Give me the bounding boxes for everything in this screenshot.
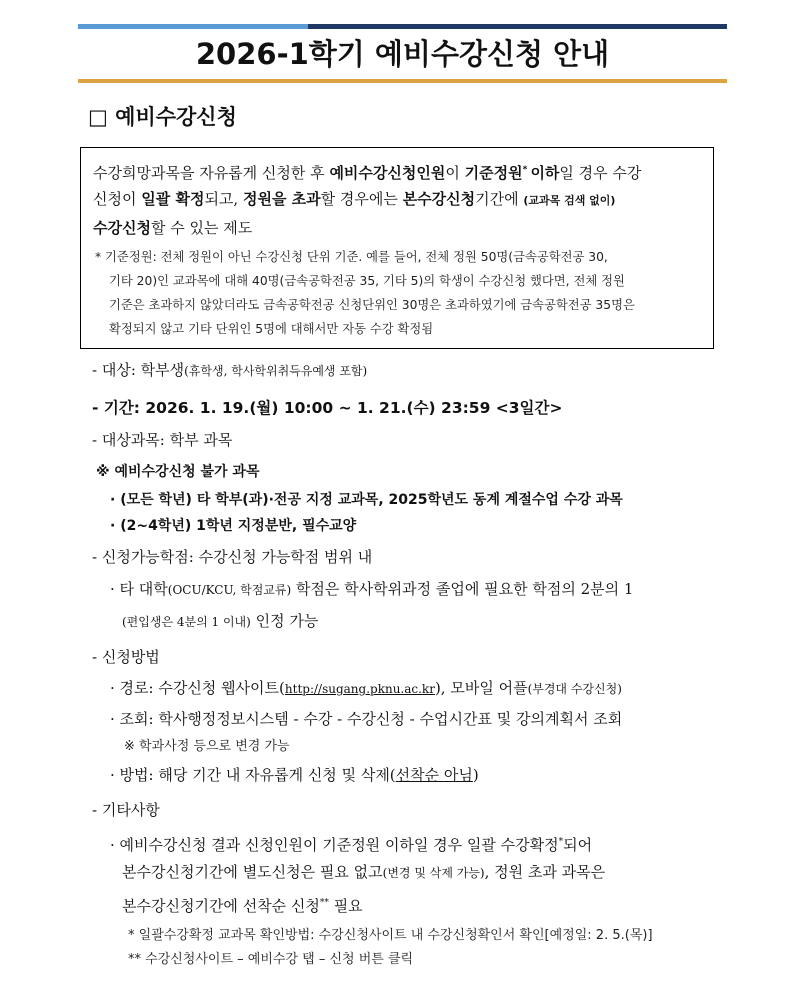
text-small: (부경대 수강신청) <box>527 682 622 696</box>
text-small: (휴학생, 학사학위취득유예생 포함) <box>184 364 368 378</box>
text: 기간에 <box>475 190 524 208</box>
text: 인정 가능 <box>250 612 319 630</box>
footnote-mark: * <box>558 837 564 847</box>
text: · 예비수강신청 결과 신청인원이 기준정원 이하일 경우 일괄 수강확정 <box>110 836 559 854</box>
box-line-1 <box>93 160 641 183</box>
text: 필요 <box>328 897 363 915</box>
text-small: (OCU/KCU, 학점교류) <box>167 583 292 597</box>
method-route <box>110 677 622 700</box>
text-underlined: 선착순 아님 <box>395 766 473 784</box>
etc-heading: - 기타사항 <box>92 801 160 819</box>
box-line-2 <box>93 189 615 211</box>
text-bold: 예비수강신청인원 <box>329 164 446 182</box>
text: 할 수 있는 제도 <box>150 219 253 237</box>
text: 신청이 <box>93 190 142 208</box>
text: 이 <box>445 164 465 182</box>
method-how <box>110 764 479 786</box>
text: · 타 대학 <box>110 580 168 598</box>
target-line <box>92 359 367 382</box>
etc-note-1: * 일괄수강확정 교과목 확인방법: 수강신청사이트 내 수강신청확인서 확인[예정일: 2. 5.(목)] <box>128 928 653 943</box>
text: - 대상: 학부생 <box>92 361 185 379</box>
text-bold: 이하 <box>530 164 560 182</box>
footnote-mark: * <box>522 165 531 175</box>
courses-line: - 대상과목: 학부 과목 <box>92 431 233 449</box>
text: , 정원 초과 과목은 <box>484 863 606 881</box>
excluded-heading: ※ 예비수강신청 불가 과목 <box>96 464 260 480</box>
credits-line-1 <box>110 578 633 601</box>
text-bold-small: (교과목 검색 없이) <box>523 194 616 207</box>
text: 본수강신청기간에 별도신청은 필요 없고 <box>122 863 383 881</box>
text: ), 모바일 어플 <box>434 679 528 697</box>
method-lookup: · 조회: 학사행정정보시스템 - 수강 - 수강신청 - 수업시간표 및 강의계획서 조회 <box>110 710 623 728</box>
box-footnote-2: 기타 20)인 교과목에 대해 40명(금속공학전공 35, 기타 5)의 학생이 수강신청 했다면, 전체 정원 <box>109 274 625 288</box>
etc-line-3 <box>122 892 363 917</box>
credits-line-2 <box>122 610 318 633</box>
section-heading: □ 예비수강신청 <box>88 105 237 129</box>
text-small: (변경 및 삭제 가능) <box>382 866 485 880</box>
definition-box <box>80 147 714 349</box>
method-heading: - 신청방법 <box>92 648 160 666</box>
text-bold: 본수강신청 <box>402 190 476 208</box>
text: ) <box>472 766 479 784</box>
box-footnote-4: 확정되지 않고 기타 단위인 5명에 대해서만 자동 수강 확정됨 <box>109 322 434 336</box>
footnote-mark: ** <box>319 898 329 908</box>
etc-note-2: ** 수강신청사이트 – 예비수강 탭 – 신청 버튼 클릭 <box>128 952 414 967</box>
page-title: 2026-1학기 예비수강신청 안내 <box>195 37 610 71</box>
text: 수강희망과목을 자유롭게 신청한 후 <box>93 164 330 182</box>
sugang-link[interactable]: http://sugang.pknu.ac.kr <box>284 682 435 696</box>
method-lookup-note: ※ 학과사정 등으로 변경 가능 <box>124 739 290 754</box>
period-line: - 기간: 2026. 1. 19.(월) 10:00 ~ 1. 21.(수) 23:59 <3일간> <box>92 399 563 417</box>
text: 일 경우 수강 <box>559 164 642 182</box>
text: 본수강신청기간에 선착순 신청 <box>122 897 320 915</box>
text: 되고, <box>204 190 243 208</box>
title-bar-light <box>78 24 308 29</box>
text: 학점은 학사학위과정 졸업에 필요한 학점의 2분의 1 <box>291 580 634 598</box>
text-bold: 정원을 초과 <box>242 190 321 208</box>
title-underline <box>78 79 727 83</box>
text: · 경로: 수강신청 웹사이트( <box>110 679 285 697</box>
text-bold: 기준정원 <box>464 164 523 182</box>
box-line-3 <box>93 218 252 238</box>
text-bold: 일괄 확정 <box>141 190 205 208</box>
excluded-item-1: · (모든 학년) 타 학부(과)·전공 지정 교과목, 2025학년도 동계 계절수업 수강 과목 <box>110 492 623 508</box>
text-small: (편입생은 4분의 1 이내) <box>122 615 251 629</box>
text: · 방법: 해당 기간 내 자유롭게 신청 및 삭제( <box>110 766 396 784</box>
credits-heading: - 신청가능학점: 수강신청 가능학점 범위 내 <box>92 548 373 566</box>
text-bold: 수강신청 <box>93 219 151 237</box>
etc-line-1 <box>110 831 592 856</box>
etc-line-2 <box>122 861 605 884</box>
box-footnote-1: * 기준정원: 전체 정원이 아닌 수강신청 단위 기준. 예를 들어, 전체 정원 50명(금속공학전공 30, <box>95 250 608 264</box>
text: 할 경우에는 <box>320 190 403 208</box>
text: 되어 <box>563 836 593 854</box>
excluded-item-2: · (2~4학년) 1학년 지정분반, 필수교양 <box>110 518 357 534</box>
box-footnote-3: 기준은 초과하지 않았더라도 금속공학전공 신청단위인 30명은 초과하였기에 금속공학전공 35명은 <box>109 298 635 312</box>
title-bar-dark <box>308 24 727 29</box>
